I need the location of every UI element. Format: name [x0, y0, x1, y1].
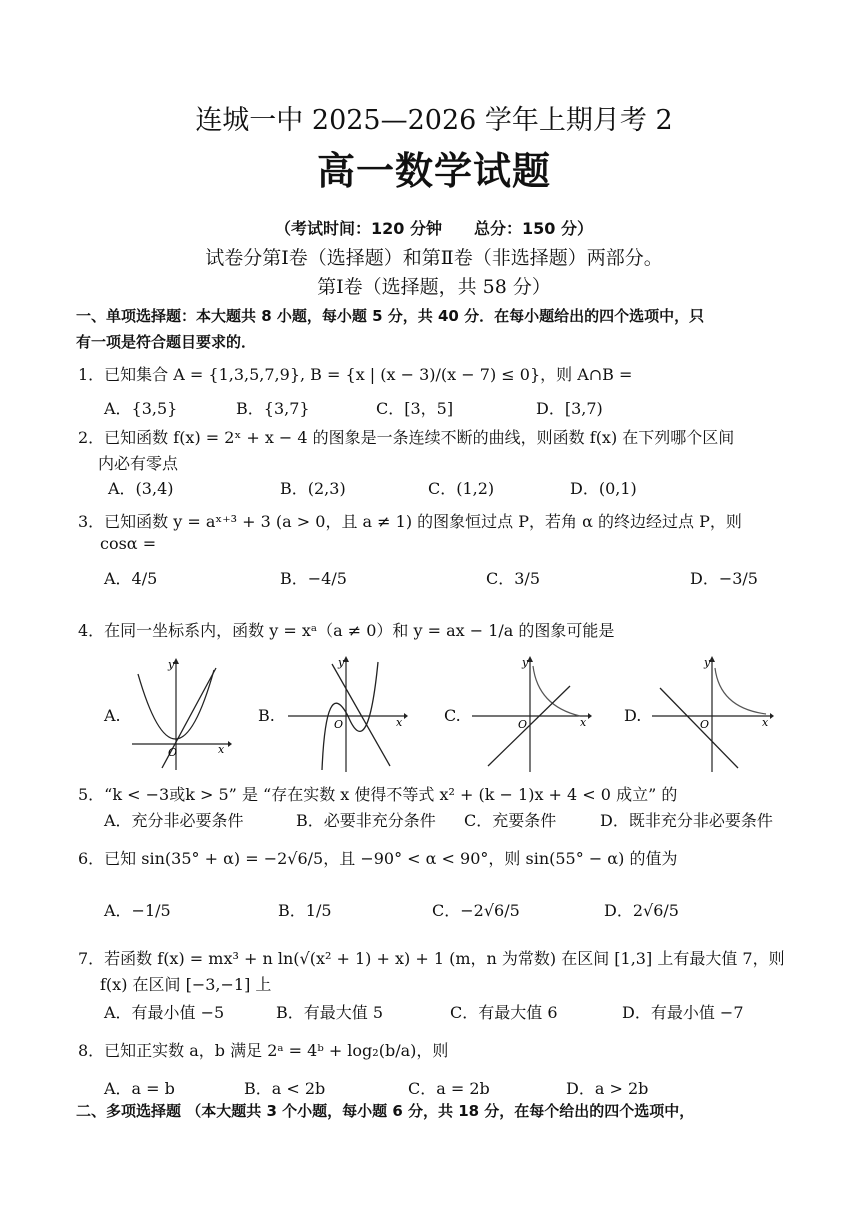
graph-d-x-label: x: [762, 716, 769, 729]
question-1-stem: 1．已知集合 A = {1,3,5,7,9}, B = {x | (x − 3)/(x − 7) ≤ 0}，则 A∩B =: [78, 365, 633, 384]
q8-option-a: A．a = b: [104, 1079, 175, 1098]
q7-option-a: A．有最小值 −5: [104, 1003, 225, 1022]
graph-c-y-label: y: [522, 656, 529, 669]
graph-a-x-label: x: [218, 743, 225, 756]
q4-option-d: D.: [624, 706, 642, 725]
question-4-stem: 4．在同一坐标系内，函数 y = xᵃ（a ≠ 0）和 y = ax − 1/a 的图象可能是: [78, 621, 615, 640]
q4-option-b: B.: [258, 706, 275, 725]
q4-graph-b: [286, 654, 410, 774]
q4-graph-d: [650, 654, 776, 774]
graph-a-origin: O: [168, 746, 178, 759]
question-3-stem: 3．已知函数 y = aˣ⁺³ + 3 (a > 0，且 a ≠ 1) 的图象恒过点 P，若角 α 的终边经过点 P，则: [78, 512, 742, 531]
question-8-stem: 8．已知正实数 a，b 满足 2ᵃ = 4ᵇ + log₂(b/a)，则: [78, 1041, 449, 1060]
q6-option-d: D．2√6/5: [604, 901, 679, 920]
question-6-stem: 6．已知 sin(35° + α) = −2√6/5，且 −90° < α < 90°，则 sin(55° − α) 的值为: [78, 849, 678, 868]
graph-d-origin: O: [700, 718, 710, 731]
question-7-stem-cont: f(x) 在区间 [−3,−1] 上: [100, 975, 272, 994]
q3-option-c: C．3/5: [486, 569, 540, 588]
graph-b-x-label: x: [396, 716, 403, 729]
q1-option-a: A．{3,5}: [104, 399, 178, 418]
question-3-stem-cont: cosα =: [100, 534, 157, 553]
q3-option-d: D．−3/5: [690, 569, 758, 588]
graph-c-origin: O: [518, 718, 528, 731]
q3-option-a: A．4/5: [104, 569, 158, 588]
q7-option-d: D．有最小值 −7: [622, 1003, 744, 1022]
question-2-stem-cont: 内必有零点: [98, 454, 179, 473]
school-line: 连城一中 2025—2026 学年上期月考 2: [195, 105, 673, 136]
graph-b-y-label: y: [338, 656, 345, 669]
q5-option-d: D．既非充分非必要条件: [600, 811, 773, 830]
q6-option-c: C．−2√6/5: [432, 901, 520, 920]
q1-option-c: C．[3，5]: [376, 399, 454, 418]
q7-option-b: B．有最大值 5: [276, 1003, 384, 1022]
q4-graph-a: [128, 656, 232, 774]
q2-option-c: C．(1,2): [428, 479, 495, 498]
q6-option-a: A．−1/5: [104, 901, 171, 920]
q5-option-a: A．充分非必要条件: [104, 811, 244, 830]
q8-option-b: B．a < 2b: [244, 1079, 326, 1098]
section1-heading-cont: 有一项是符合题目要求的．: [76, 333, 257, 351]
q5-option-c: C．充要条件: [464, 811, 557, 830]
exam-meta: （考试时间：120 分钟 总分：150 分）: [275, 219, 593, 238]
q3-option-b: B．−4/5: [280, 569, 347, 588]
q2-option-a: A．(3,4): [108, 479, 174, 498]
question-7-stem: 7．若函数 f(x) = mx³ + n ln(√(x² + 1) + x) + 1 (m，n 为常数) 在区间 [1,3] 上有最大值 7，则: [78, 949, 785, 968]
page-title: 高一数学试题: [316, 149, 551, 193]
graph-a-y-label: y: [168, 658, 175, 671]
question-5-stem: 5．“k < −3或k > 5” 是 “存在实数 x 使得不等式 x² + (k − 1)x + 4 < 0 成立” 的: [78, 785, 678, 804]
graph-c-x-label: x: [580, 716, 587, 729]
q6-option-b: B．1/5: [278, 901, 332, 920]
part1-title: 第Ⅰ卷（选择题，共 58 分）: [317, 276, 551, 298]
graph-b-origin: O: [334, 718, 344, 731]
q2-option-b: B．(2,3): [280, 479, 346, 498]
section1-heading: 一、单项选择题：本大题共 8 小题，每小题 5 分，共 40 分．在每小题给出的四个选项中，只: [76, 307, 705, 325]
q2-option-d: D．(0,1): [570, 479, 637, 498]
q8-option-c: C．a = 2b: [408, 1079, 490, 1098]
q1-option-d: D．[3,7): [536, 399, 603, 418]
graph-d-y-label: y: [704, 656, 711, 669]
q8-option-d: D．a > 2b: [566, 1079, 649, 1098]
q4-graph-c: [470, 654, 594, 774]
section2-heading: 二、多项选择题 （本大题共 3 个小题，每小题 6 分，共 18 分，在每个给出的四个选项中，: [76, 1102, 695, 1120]
q5-option-b: B．必要非充分条件: [296, 811, 436, 830]
q4-option-c: C.: [444, 706, 461, 725]
q1-option-b: B．{3,7}: [236, 399, 310, 418]
q7-option-c: C．有最大值 6: [450, 1003, 558, 1022]
split-note: 试卷分第Ⅰ卷（选择题）和第Ⅱ卷（非选择题）两部分。: [205, 247, 663, 269]
question-2-stem: 2．已知函数 f(x) = 2ˣ + x − 4 的图象是一条连续不断的曲线，则函数 f(x) 在下列哪个区间: [78, 428, 735, 447]
q4-option-a: A.: [104, 706, 121, 725]
